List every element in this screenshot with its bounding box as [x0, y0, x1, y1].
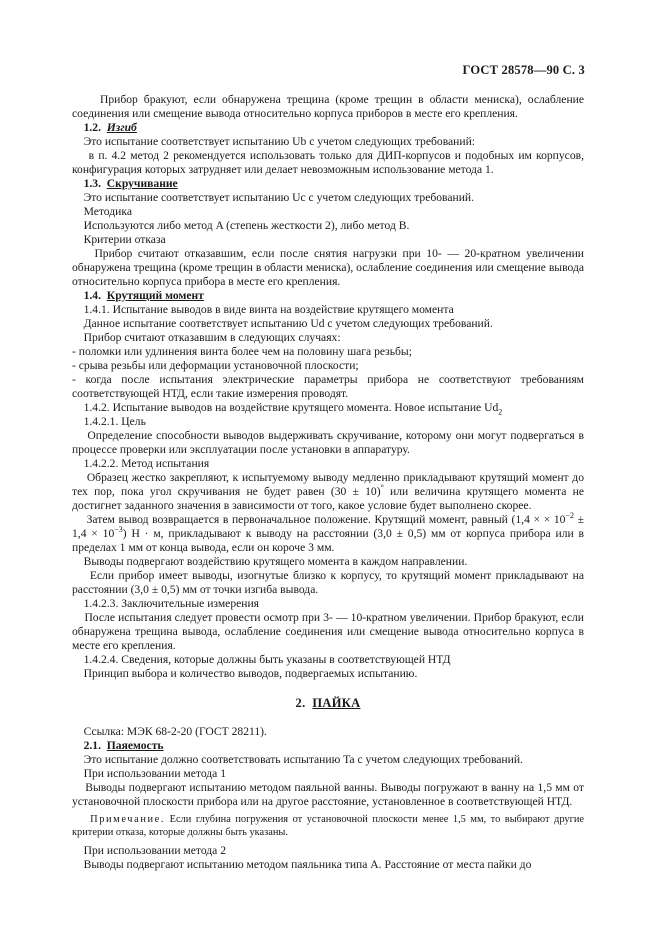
note-label: Примечание.	[90, 814, 166, 825]
paragraph: При использовании метода 1	[83, 767, 227, 780]
paragraph: Принцип выбора и количество выводов, подвергаемых испытанию.	[83, 667, 418, 680]
paragraph: Определение способности выводов выдерживать скручивание, которому они могут подвергаться в процессе проверки или эксплуатации после установки в аппаратуру.	[72, 429, 584, 456]
paragraph: Образец жестко закрепляют, к испытуемому выводу медленно прикладывают крутящий момент до тех пор, пока угол скручивания не будет равен (30 ± 10)° или величина крутящего момента не достигнет заданного значения в зависимости от того, какое условие будет выполнено скорее.	[72, 471, 584, 512]
note: Примечание. Если глубина погружения от установочной плоскости менее 1,5 мм, то выбирают другие критерии отказа, которые должны быть указаны.	[72, 814, 585, 838]
paragraph: Прибор бракуют, если обнаружена трещина (кроме трещин в области мениска), ослабление соединения или смещение вывода относительно корпуса приборов в месте его крепления.	[72, 93, 584, 120]
paragraph: 1.4.1. Испытание выводов в виде винта на воздействие крутящего момента	[83, 303, 454, 316]
paragraph: Ссылка: МЭК 68-2-20 (ГОСТ 28211).	[83, 725, 267, 738]
paragraph: Если прибор имеет выводы, изогнутые близко к корпусу, то крутящий момент прикладывают на расстоянии (3,0 ± 0,5) мм от точки изгиба вывода.	[72, 569, 584, 596]
heading-1-4: 1.4. Крутящий момент	[83, 289, 204, 302]
section-title-2: 2. ПАЙКА	[295, 696, 361, 710]
paragraph: Методика	[83, 205, 132, 218]
paragraph: Прибор считают отказавшим, если после снятия нагрузки при 10- — 20-кратном увеличении обнаружена трещина (кроме трещин в области мениска), ослабление соединения или смещение вывода относительно корпуса прибора в месте его крепления.	[72, 247, 585, 288]
heading-1-3: 1.3. Скручивание	[83, 177, 178, 190]
list-item: - срыва резьбы или деформации установочной плоскости;	[72, 359, 359, 372]
paragraph: Используются либо метод A (степень жесткости 2), либо метод B.	[83, 219, 410, 232]
paragraph: Прибор считают отказавшим в следующих случаях:	[83, 331, 341, 344]
paragraph: Затем вывод возвращается в первоначальное положение. Крутящий момент, равный (1,4 × × $10^{-2} \pm 1,4 \times 10^{-3}$) Н · м, прикладывают к выводу на расстоянии (3,0 ± 0,5) мм от корпуса прибора или в пределах 1 мм от конца вывода, если он короче 3 мм.	[72, 511, 585, 554]
paragraph: в п. 4.2 метод 2 рекомендуется использовать только для ДИП-корпусов и подобных им корпусов, конфигурация которых затрудняет или делает невозможным использование метода 1.	[72, 149, 585, 176]
paragraph: Выводы подвергают воздействию крутящего момента в каждом направлении.	[83, 555, 468, 568]
document-body	[72, 93, 584, 872]
paragraph: Критерии отказа	[83, 233, 166, 246]
heading-2-1: 2.1. Паяемость	[83, 739, 164, 752]
list-item: - поломки или удлинения винта более чем на половину шага резьбы;	[72, 345, 412, 358]
paragraph: Это испытание соответствует испытанию Ub с учетом следующих требований:	[83, 135, 476, 148]
heading-1-2: 1.2. Изгиб	[83, 121, 137, 134]
paragraph: После испытания следует провести осмотр при 3- — 10-кратном увеличении. Прибор бракуют, если обнаружена трещина вывода, ослабление соединения или смещение вывода относительно корпуса в месте его крепления.	[72, 611, 584, 652]
paragraph: Выводы подвергают испытанию методом паяльника типа A. Расстояние от места пайки до	[83, 858, 532, 871]
list-item: - когда после испытания электрические параметры прибора не соответствуют требованиям соответствующей НТД, если такие измерения проводят.	[72, 373, 584, 400]
paragraph: 1.4.2.3. Заключительные измерения	[83, 597, 260, 610]
paragraph: 1.4.2. Испытание выводов на воздействие крутящего момента. Новое испытание $Ud_2$	[83, 401, 503, 417]
paragraph: 1.4.2.1. Цель	[83, 415, 146, 428]
paragraph: Это испытание соответствует испытанию Uc с учетом следующих требований.	[83, 191, 475, 204]
paragraph: Данное испытание соответствует испытанию Ud с учетом следующих требований.	[83, 317, 493, 330]
paragraph: Выводы подвергают испытанию методом паяльной ванны. Выводы погружают в ванну на 1,5 мм от установочной плоскости прибора или на другое расстояние, установленное в соответствующей НТД.	[72, 781, 584, 808]
page-header: ГОСТ 28578—90 С. 3	[462, 63, 585, 77]
paragraph: 1.4.2.4. Сведения, которые должны быть указаны в соответствующей НТД	[83, 653, 451, 666]
paragraph: 1.4.2.2. Метод испытания	[83, 457, 210, 470]
paragraph: При использовании метода 2	[83, 844, 227, 857]
paragraph: Это испытание должно соответствовать испытанию Ta с учетом следующих требований.	[83, 753, 523, 766]
